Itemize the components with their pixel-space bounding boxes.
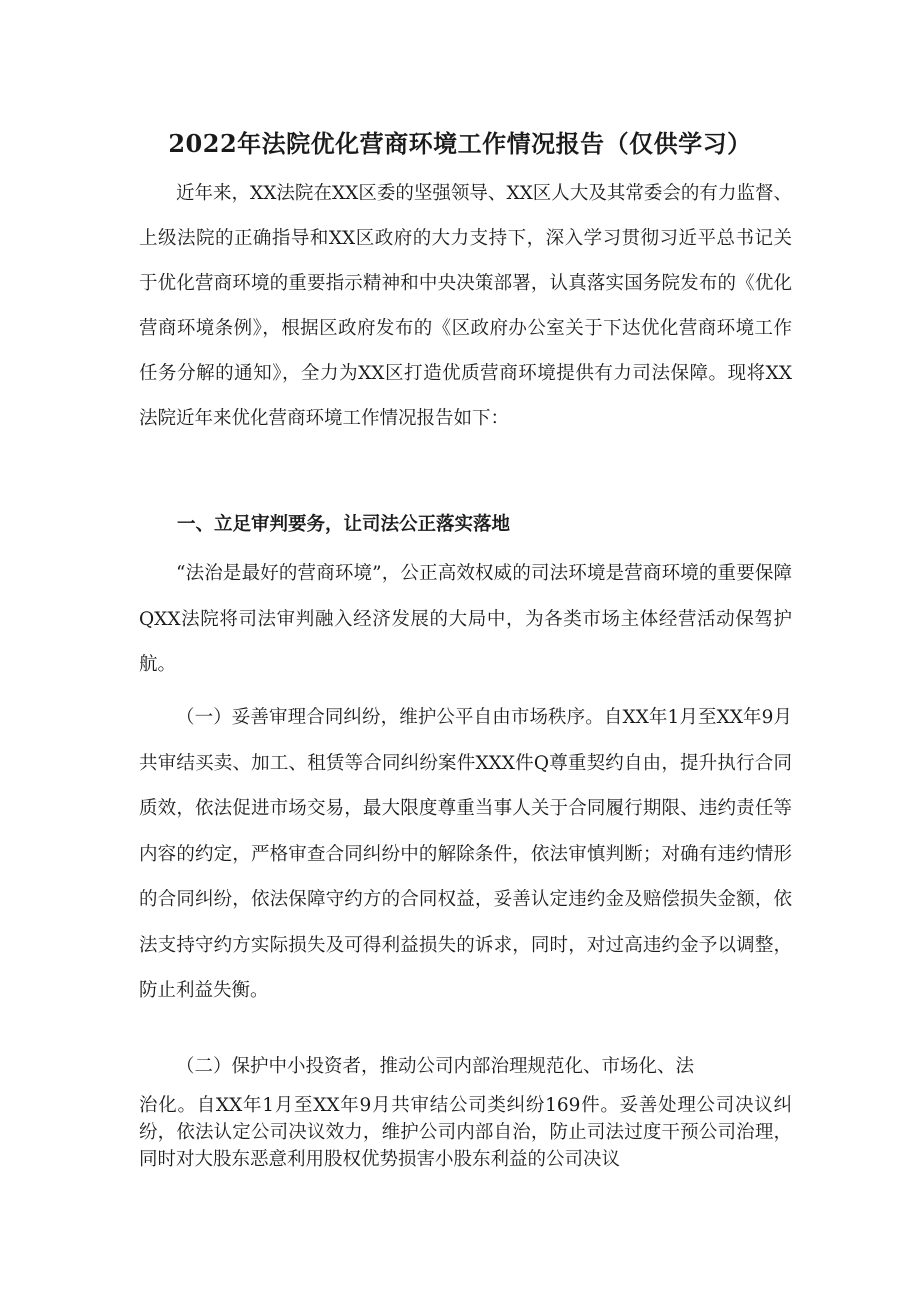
subsection-2-heading-line — [139, 1044, 792, 1090]
section-1-paragraph — [139, 551, 792, 688]
section-heading-1: 一、立足审判要务，让司法公正落实落地 — [177, 514, 511, 535]
paragraph-text: “法治是最好的营商环境”，公正高效权威的司法环境是营商环境的重要保障QXX法院将司法审判融入经济发展的大局中，为各类市场主体经营活动保驾护航。 — [139, 563, 792, 675]
paragraph-text: （二）保护中小投资者，推动公司内部治理规范化、市场化、法 — [176, 1056, 695, 1077]
subsection-2-paragraph — [139, 1092, 792, 1173]
intro-paragraph — [139, 171, 792, 441]
paragraph-text: 近年来，XX法院在XX区委的坚强领导、XX区人大及其常委会的有力监督、上级法院的正确指导和XX区政府的大力支持下，深入学习贯彻习近平总书记关于优化营商环境的重要指示精神和中央决策部署，认真落实国务院发布的《优化营商环境条例》，根据区政府发布的《区政府办公室关于下达优化营商环境工作任务分解的通知》，全力为XX区打造优质营商环境提供有力司法保障。现将XX法院近年来优化营商环境工作情况报告如下： — [139, 183, 792, 429]
paragraph-text: （一）妥善审理合同纠纷，维护公平自由市场秩序。自XX年1月至XX年9月共审结买卖、加工、租赁等合同纠纷案件XXX件Q尊重契约自由，提升执行合同质效，依法促进市场交易，最大限度尊重当事人关于合同履行期限、违约责任等内容的约定，严格审查合同纠纷中的解除条件，依法审慎判断；对确有违约情形的合同纠纷，依法保障守约方的合同权益，妥善认定违约金及赔偿损失金额，依法支持守约方实际损失及可得利益损失的诉求，同时，对过高违约金予以调整，防止利益失衡。 — [139, 707, 792, 1001]
document-title: 2022年法院优化营商环境工作情况报告（仅供学习） — [168, 129, 752, 158]
paragraph-text: 治化。自XX年1月至XX年9月共审结公司类纠纷169件。妥善处理公司决议纠纷，依法认定公司决议效力，维护公司内部自治，防止司法过度干预公司治理，同时对大股东恶意利用股权优势损害小股东利益的公司决议 — [139, 1095, 792, 1170]
subsection-1-paragraph — [139, 695, 792, 1014]
